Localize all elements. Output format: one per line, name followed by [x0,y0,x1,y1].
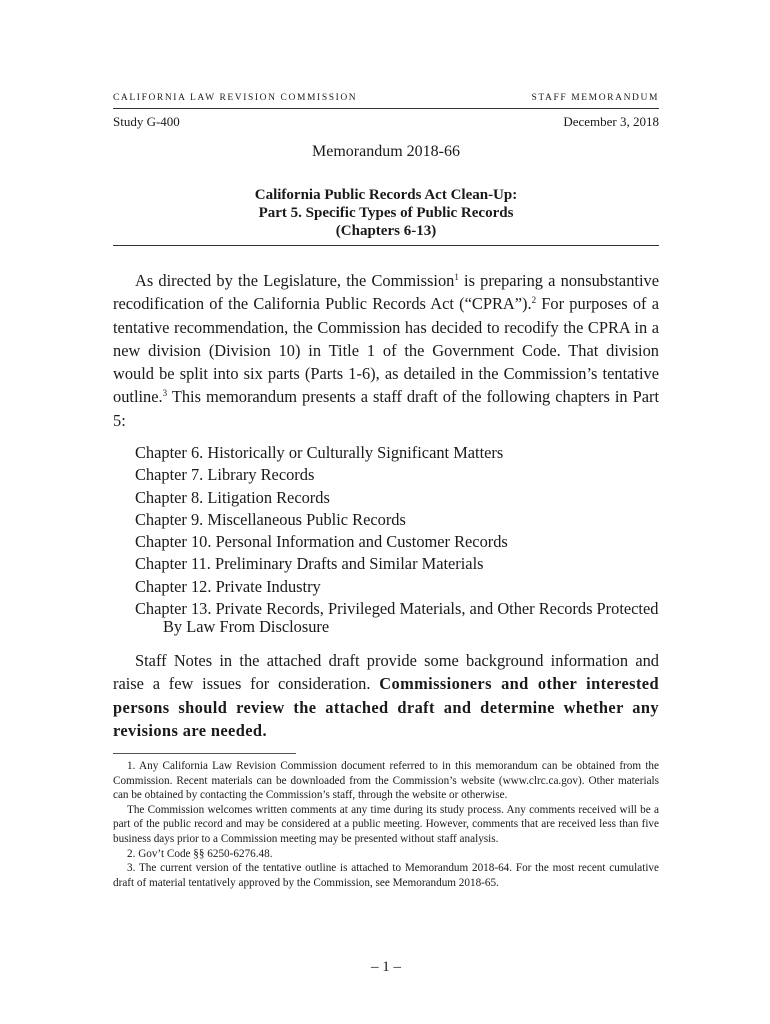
memo-number: Memorandum 2018-66 [312,143,460,160]
intro-text-c: For purposes of a tentative recommendation, the Commission has decided to recodify the CPRA in a new division (Division 10) in Title 1 of the Government Code. That division would be split into six parts (Parts 1-6), as detailed in the Commission’s tentative outline. [113,294,659,407]
footnote-ref-1[interactable]: 1 [454,272,459,282]
memo-date: December 3, 2018 [563,114,659,129]
organization-name: CALIFORNIA LAW REVISION COMMISSION [113,93,358,103]
footnote-1-continued: The Commission welcomes written comments at any time during its study process. Any comments received will be a part of the public record and may be considered at a public meeting. However, comments that are received less than five business days prior to a Commission meeting may be presented without staff analysis. [113,803,659,845]
chapter-item: Chapter 8. Litigation Records [135,487,330,507]
footnote-1: 1. Any California Law Revision Commission document referred to in this memorandum can be obtained from the Commission. Recent materials can be downloaded from the Commission’s website (www.clrc.ca.gov). Other materials can be obtained by contacting the Commission’s staff, through the website or otherwise. [113,760,659,802]
study-number: Study G-400 [113,114,180,129]
staff-notes-text: Staff Notes in the attached draft provide some background information and raise a few issues for consideration. [113,651,659,694]
memo-title [113,186,659,240]
intro-text-b: is preparing a nonsubstantive recodification of the California Public Records Act (“CPRA”). [113,271,659,314]
title-line-3: (Chapters 6-13) [335,223,437,239]
chapter-item: Chapter 7. Library Records [135,465,315,485]
staff-notes-directive: Commissioners and other interested persons should review the attached draft and determine whether any revisions are needed. [113,674,659,740]
title-line-1: California Public Records Act Clean-Up: [254,187,518,203]
footnote-divider [113,753,296,754]
footnote-2: 2. Gov’t Code §§ 6250-6276.48. [127,847,273,860]
footnotes [113,759,659,890]
document-type: STAFF MEMORANDUM [531,93,659,103]
title-divider [113,245,659,246]
footnote-ref-2[interactable]: 2 [531,295,537,306]
intro-text-d: This memorandum presents a staff draft of the following chapters in Part 5: [113,387,659,430]
chapter-item: Chapter 11. Preliminary Drafts and Similar Materials [135,554,484,574]
footnote-3: 3. The current version of the tentative outline is attached to Memorandum 2018-64. For the most recent cumulative draft of material tentatively approved by the Commission, see Memorandum 2018-65. [113,862,659,889]
running-header [113,93,659,103]
title-line-2: Part 5. Specific Types of Public Records [258,205,514,221]
chapter-item: Chapter 12. Private Industry [135,576,321,596]
staff-notes-paragraph [113,649,659,742]
page-number: – 1 – [371,959,401,975]
footnote-ref-3[interactable]: 3 [162,388,168,399]
chapter-item: Chapter 9. Miscellaneous Public Records [135,509,406,529]
memo-page [113,0,659,1024]
memo-meta [113,114,659,130]
chapter-item: Chapter 6. Historically or Culturally Significant Matters [135,443,504,462]
header-divider [113,108,659,109]
chapter-list [135,442,659,636]
chapter-item: Chapter 10. Personal Information and Customer Records [135,532,508,552]
intro-paragraph [113,269,659,432]
chapter-item: Chapter 13. Private Records, Privileged Materials, and Other Records Protected By Law From Disclosure [135,599,659,637]
intro-text-a: As directed by the Legislature, the Commission [135,271,455,290]
